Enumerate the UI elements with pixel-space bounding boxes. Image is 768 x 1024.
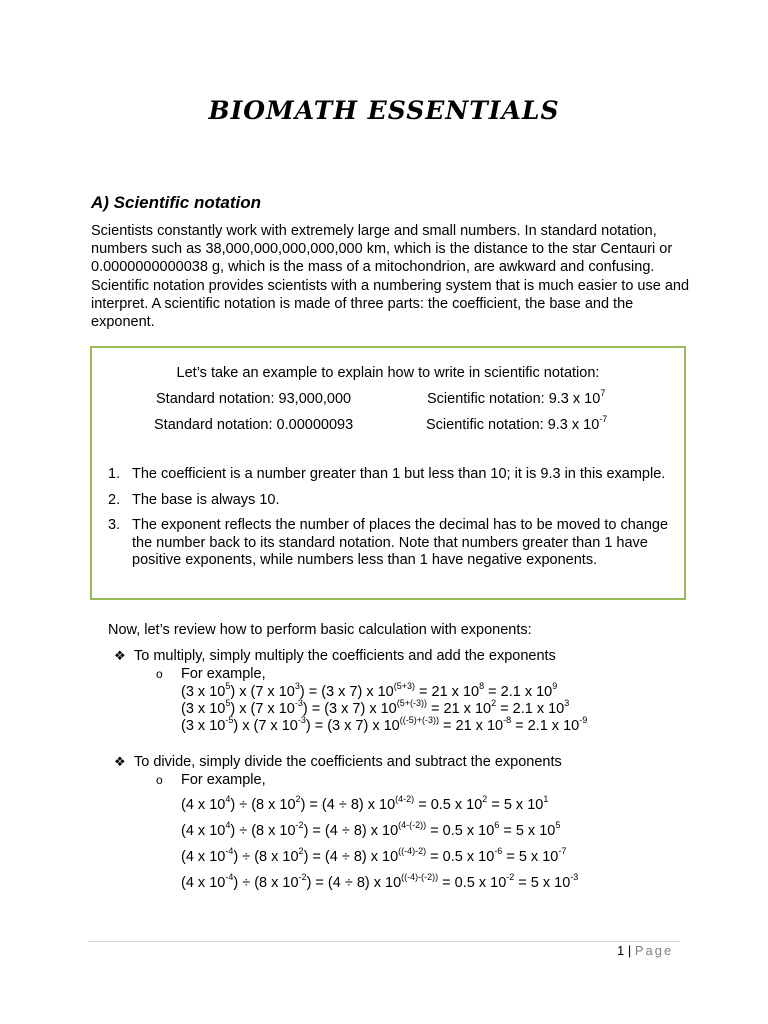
circle-bullet-icon: o	[156, 667, 163, 681]
divide-rule: ❖ To divide, simply divide the coefficients and subtract the exponents	[114, 754, 562, 770]
list-item: 2. The base is always 10.	[108, 491, 280, 508]
section-heading: A) Scientific notation	[91, 193, 261, 212]
footer-divider	[88, 941, 680, 942]
page-title: BIOMATH ESSENTIALS	[208, 96, 560, 125]
divide-equation: (4 x $10^4) \div (8$ x $10^{-2}) = (4 \div 8)$ x $10^{(4-(-2))} = 0.5$ x $10^6 = 5$ x $10^5$	[181, 820, 561, 839]
multiply-equation: (3 x $10^5$) x (7 x $10^3) = (3$ x 7) x $10^{(5+3)} = 21$ x $10^8 = 2.1$ x $10^9$	[181, 681, 558, 700]
page-footer: 1 | Page	[617, 943, 674, 958]
example-lead: Let’s take an example to explain how to write in scientific notation:	[176, 365, 600, 381]
multiply-equation: (3 x $10^{-5}$) x (7 x $10^{-3}) = (3$ x 7) x $10^{((-5)+(-3))} = 21$ x $10^{-8} = 2.1$ x $10^{-9}$	[181, 715, 588, 734]
divide-equation: (4 x $10^{-4}) \div (8$ x $10^{-2}) = (4 \div 8)$ x $10^{((-4)-(-2))} = 0.5$ x $10^{-2} = 5$ x $10^{-3}$	[181, 872, 579, 891]
scientific-notation-2: Scientific notation: 9.3 x $10^{-7}$	[426, 414, 608, 433]
multiply-rule: ❖ To multiply, simply multiply the coefficients and add the exponents	[114, 648, 556, 664]
multiply-equation: (3 x $10^5$) x (7 x $10^{-3}) = (3$ x 7) x $10^{(5+(-3))} = 21$ x $10^2 = 2.1$ x $10^3$	[181, 698, 570, 717]
standard-notation-2: Standard notation: 0.00000093	[154, 417, 354, 433]
divide-equation: (4 x $10^4) \div (8$ x $10^2) = (4 \div 8)$ x $10^{(4-2)} = 0.5$ x $10^2 = 5$ x $10^1$	[181, 794, 549, 813]
divide-equation: (4 x $10^{-4}) \div (8$ x $10^2) = (4 \div 8)$ x $10^{((-4)-2)} = 0.5$ x $10^{-6} = 5$ x $10^{-7}$	[181, 846, 567, 865]
multiply-sub-label: o For example,	[156, 666, 266, 682]
standard-notation-1: Standard notation: 93,000,000	[156, 391, 352, 407]
diamond-bullet-icon: ❖	[114, 754, 126, 769]
steps-list	[108, 466, 678, 578]
list-item: 1. The coefficient is a number greater than 1 but less than 10; it is 9.3 in this example.	[108, 466, 666, 482]
intro-paragraph: Scientists constantly work with extremely large and small numbers. In standard notation, numbers such as 38,000,000,000,000,000 km, which is the distance to the star Centauri or 0.0000000000038 g, which is the mass of a mitochondrion, are awkward and confusing. Scientific notation provides scientists with a numbering system that is much easier to use and interpret. A scientific notation is made of three parts: the coefficient, the base and the exponent.	[91, 223, 690, 331]
review-lead: Now, let’s review how to perform basic calculation with exponents:	[108, 622, 532, 638]
scientific-notation-1: Scientific notation: 9.3 x $10^7$	[427, 388, 606, 407]
divide-sub-label: o For example,	[156, 772, 266, 788]
circle-bullet-icon: o	[156, 773, 163, 787]
diamond-bullet-icon: ❖	[114, 648, 126, 663]
list-item: 3. The exponent reflects the number of places the decimal has to be moved to change the number back to its standard notation. Note that numbers greater than 1 have positive exponents, while numbers less than 1 have negative exponents.	[108, 517, 669, 568]
example-box	[90, 346, 686, 600]
